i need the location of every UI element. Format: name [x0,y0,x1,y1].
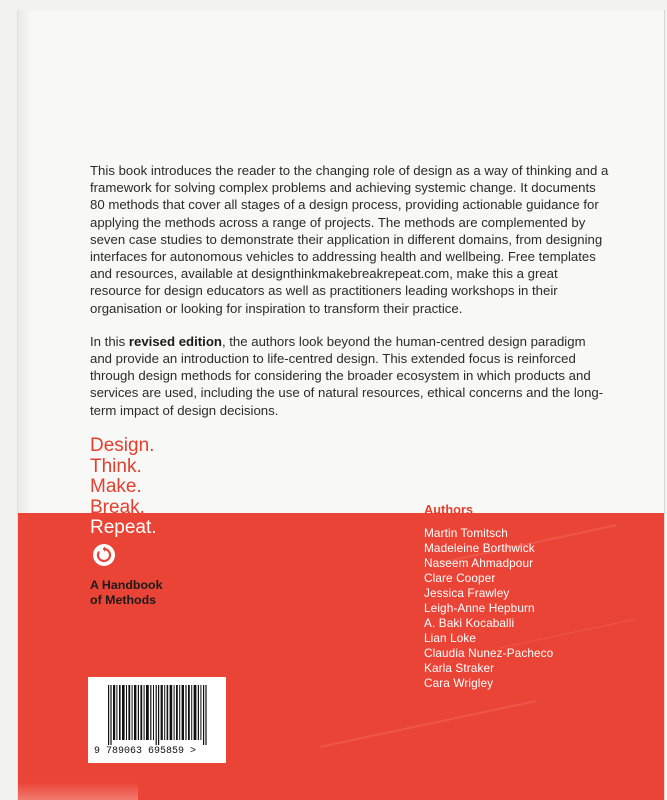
logo-word-make: Make. [90,476,142,498]
logo-word-think: Think. [90,455,142,477]
author-name: A. Baki Kocaballi [424,616,515,630]
blurb-paragraph-2-prefix: In this [90,333,129,349]
author-name: Naseem Ahmadpour [424,556,534,570]
blurb-paragraph-1: This book introduces the reader to the changing role of design as a way of thinking and a framework for solving complex problems and achieving systemic change. It documents 80 methods that cover all stages of a design process, providing actionable guidance for applying the methods across a range of projects. The methods are complemented by seven case studies to demonstrate their application in different domains, from designing interfaces for autonomous vehicles to addressing health and wellbeing. Free templates and resources, available at designthinkmakebreakrepeat.com, make this a great resource for design educators as well as practitioners leading workshops in their organisation or looking for inspiration to transform their practice. [90,163,609,316]
author-name: Clare Cooper [424,571,496,585]
cover-scuff [18,782,138,800]
subtitle-line-2: of Methods [90,593,157,607]
author-name: Lian Loke [424,631,477,645]
author-name: Jessica Frawley [424,586,510,600]
revised-edition-emphasis: revised edition [128,333,222,349]
author-name: Cara Wrigley [424,676,494,690]
author-name: Claudia Nunez-Pacheco [424,646,554,660]
book-back-cover [18,10,664,800]
series-logo [90,436,157,539]
author-name: Karla Straker [424,661,495,675]
plastic-wrap-sheen [320,700,536,748]
blurb-text [90,162,610,435]
barcode-label [88,677,226,763]
subtitle-line-1: A Handbook [90,578,163,592]
authors-heading: Authors [424,502,474,517]
barcode-bars [108,685,208,745]
authors-list [424,526,553,691]
logo-word-repeat: Repeat. [90,517,157,539]
author-name: Leigh-Anne Hepburn [424,601,535,615]
repeat-cycle-icon [92,543,116,567]
blurb-paragraph-2 [90,333,610,419]
author-name: Madeleine Borthwick [424,541,535,555]
blurb-paragraph-2-suffix: , the authors look beyond the human-centred design paradigm and provide an introduction to life-centred design. This extended focus is reinforced through design methods for considering the broader ecosystem in which products and services are used, including the use of natural resources, ethical concerns and the long-term impact of design decisions. [90,333,604,418]
logo-word-design: Design. [90,435,155,456]
handbook-subtitle [90,578,163,608]
author-name: Martin Tomitsch [424,526,508,540]
logo-word-break: Break. [90,496,145,518]
isbn-number: 9 789063 695859 > [94,746,197,757]
